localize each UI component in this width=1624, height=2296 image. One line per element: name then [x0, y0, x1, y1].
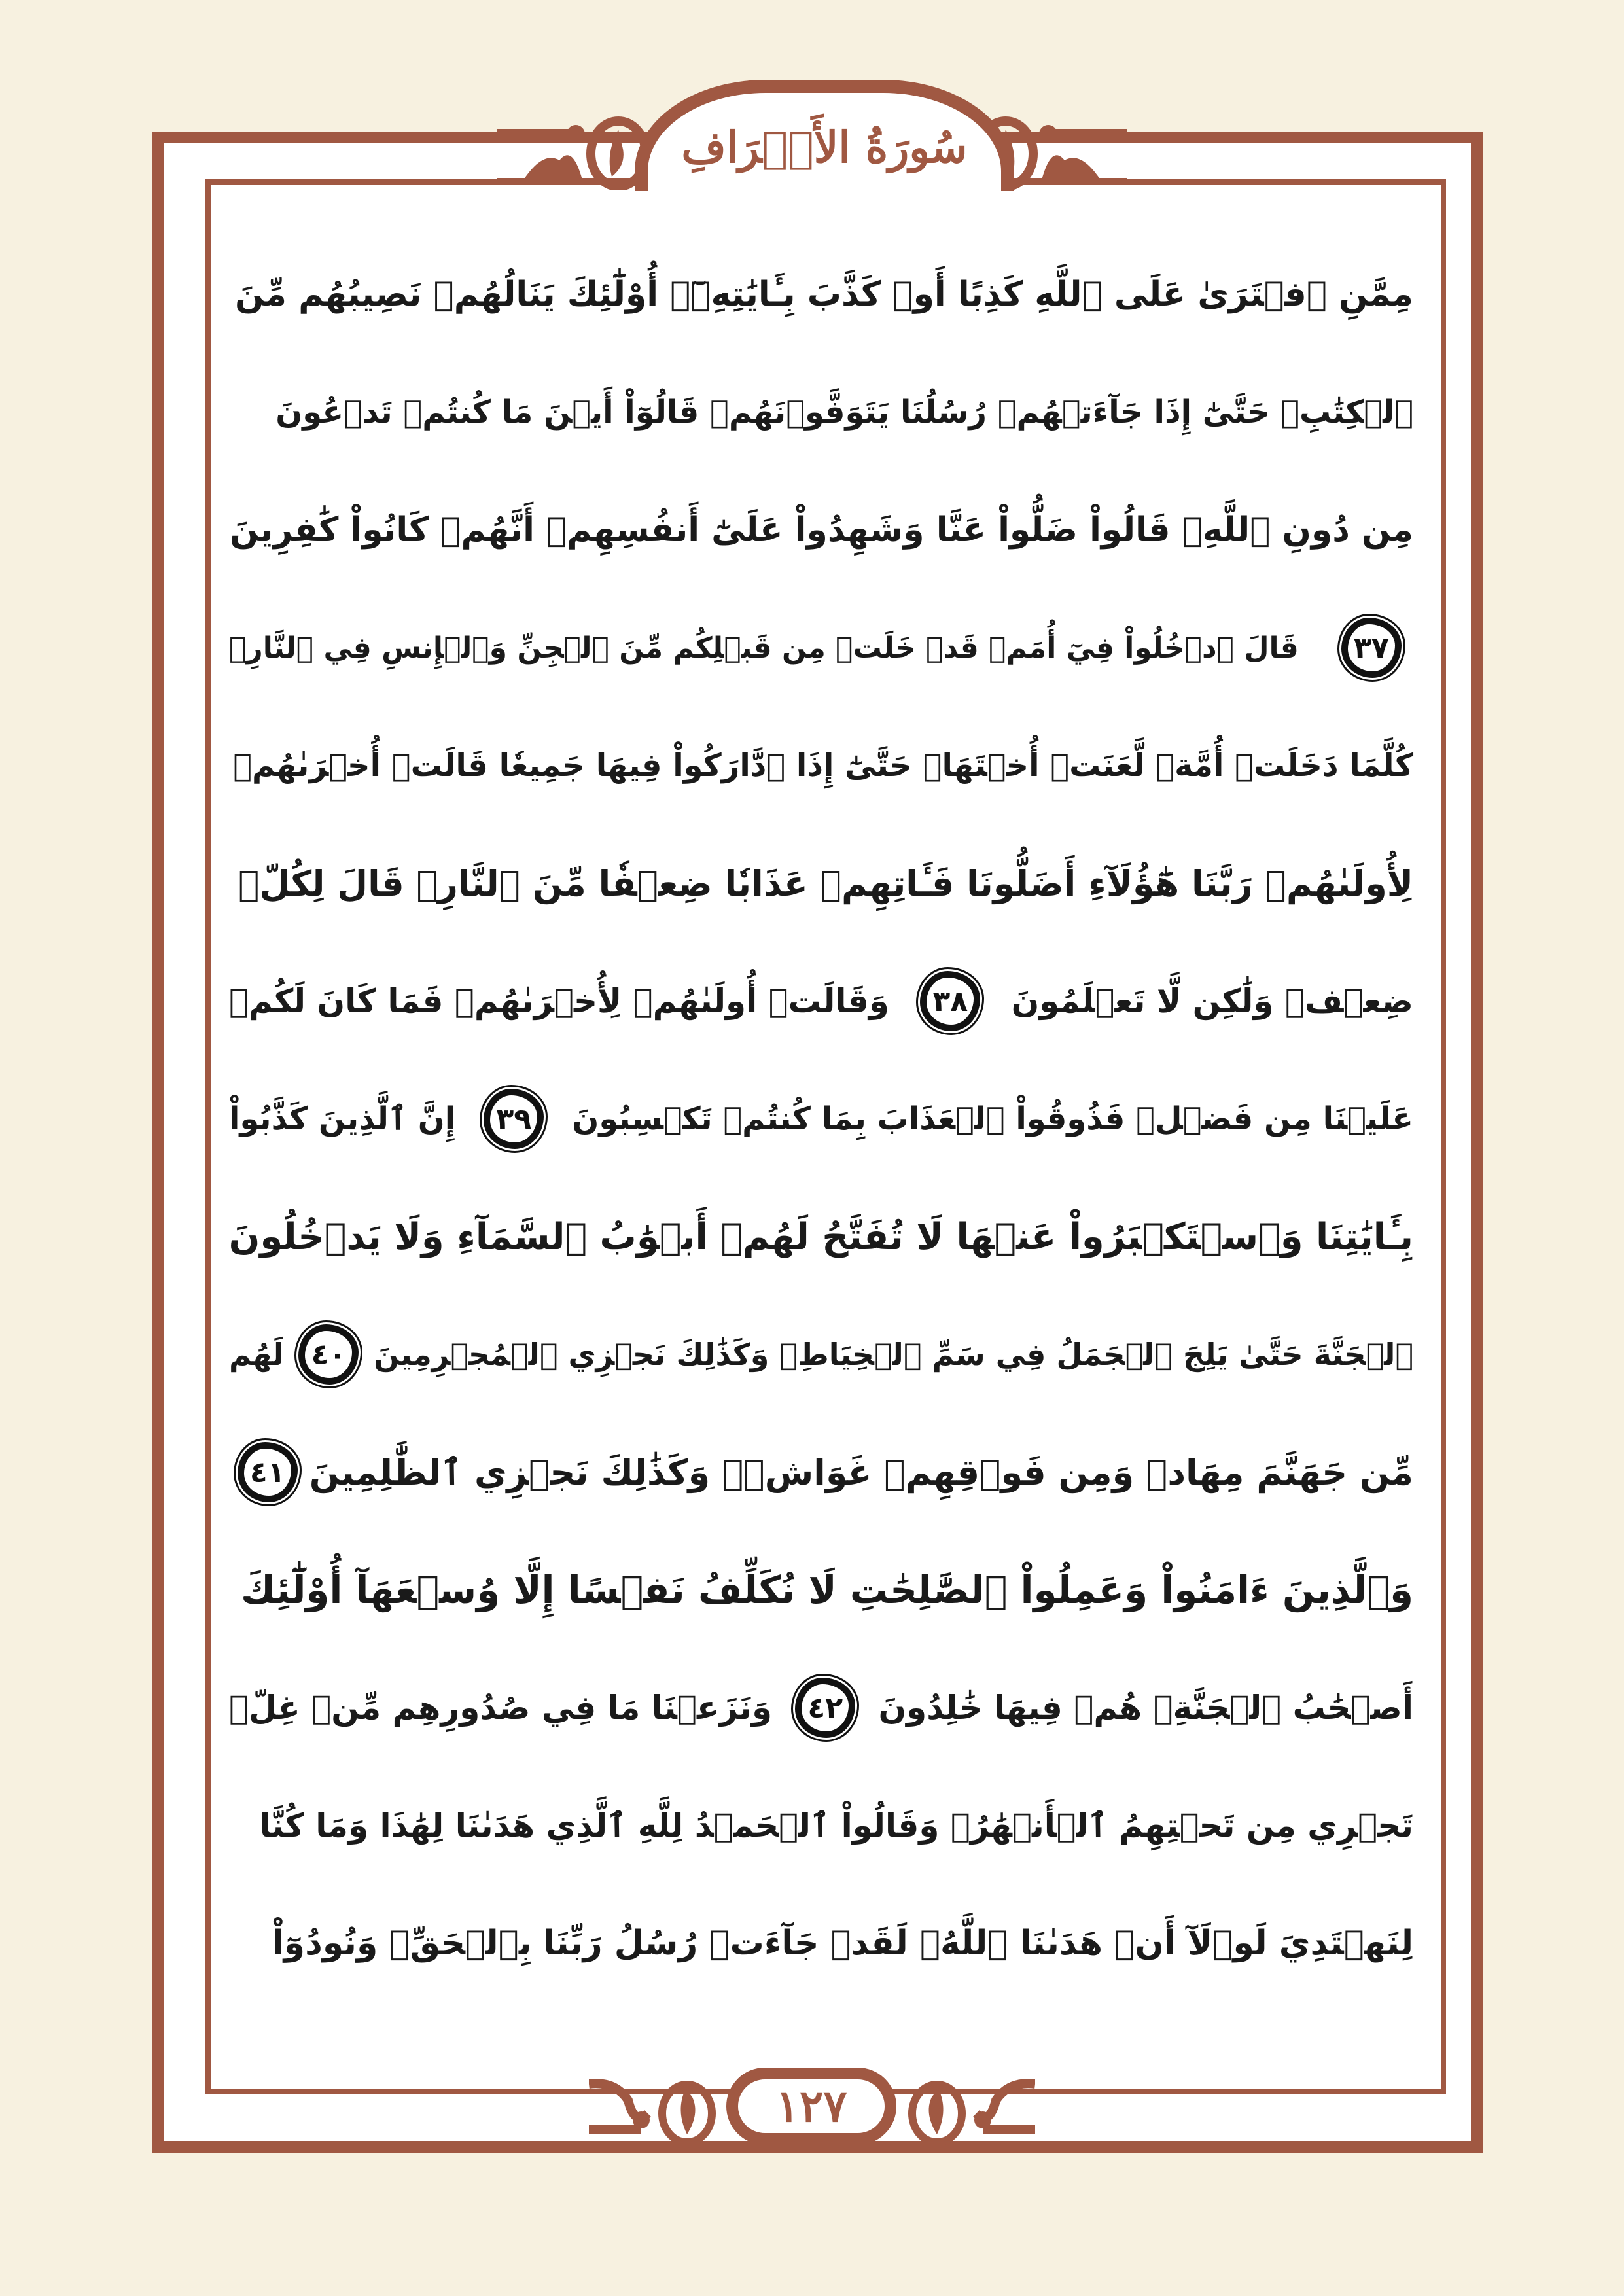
- verse-text: لِنَهۡتَدِيَ لَوۡلَآ أَنۡ هَدَىٰنَا ٱللَّهُۖ لَقَدۡ جَآءَتۡ رُسُلُ رَبِّنَا بِٱلۡحَقِّۖ وَنُودُوٓاْ: [272, 1924, 1413, 1963]
- verse-text: مِمَّنِ ٱفۡتَرَىٰ عَلَى ٱللَّهِ كَذِبًا أَوۡ كَذَّبَ بِـَٔايَٰتِهِۦٓۚ أُوْلَٰٓئِكَ يَنَالُهُمۡ نَصِيبُهُم مِّنَ: [234, 275, 1413, 314]
- surah-title-cartouche: [635, 80, 1014, 191]
- verse-text: ٱلۡجَنَّةَ حَتَّىٰ يَلِجَ ٱلۡجَمَلُ فِي سَمِّ ٱلۡخِيَاطِۚ وَكَذَٰلِكَ نَجۡزِي ٱلۡمُجۡرِمِينَ: [374, 1337, 1413, 1372]
- text-line: [229, 1884, 1413, 2002]
- text-line: [229, 589, 1413, 707]
- text-line: [229, 1413, 1413, 1531]
- surah-title: سُورَةُ الأَعۡرَافِ: [681, 122, 968, 173]
- verse-text: وَقَالَتۡ أُولَىٰهُمۡ لِأُخۡرَىٰهُمۡ فَمَا كَانَ لَكُمۡ: [229, 982, 889, 1020]
- text-line: [229, 1060, 1413, 1178]
- verse-text: إِنَّ ٱلَّذِينَ كَذَّبُواْ: [229, 1101, 456, 1137]
- text-line: [229, 942, 1413, 1060]
- ayah-number-marker: ٣٩: [484, 1089, 544, 1149]
- text-line: [229, 1767, 1413, 1884]
- quran-text-block: [229, 196, 1413, 2074]
- text-line: [229, 1178, 1413, 1296]
- text-line: [229, 471, 1413, 589]
- verse-text: قَالَ ٱدۡخُلُواْ فِيٓ أُمَمٖ قَدۡ خَلَتۡ مِن قَبۡلِكُم مِّنَ ٱلۡجِنِّ وَٱلۡإِنسِ فِي ٱلنَّارِۖ: [229, 631, 1299, 665]
- footer-ornament-left-icon: [589, 2074, 733, 2146]
- verse-text: بِـَٔايَٰتِنَا وَٱسۡتَكۡبَرُواْ عَنۡهَا لَا تُفَتَّحُ لَهُمۡ أَبۡوَٰبُ ٱلسَّمَآءِ وَلَا يَدۡخُلُونَ: [228, 1215, 1413, 1258]
- page-number-cartouche: [726, 2068, 896, 2145]
- verse-text: أَصۡحَٰبُ ٱلۡجَنَّةِۖ هُمۡ فِيهَا خَٰلِدُونَ: [878, 1689, 1413, 1727]
- page-number: ١٢٧: [775, 2080, 847, 2132]
- ayah-number-marker: ٤٢: [795, 1678, 855, 1738]
- verse-text: مِن دُونِ ٱللَّهِۖ قَالُواْ ضَلُّواْ عَنَّا وَشَهِدُواْ عَلَىٰٓ أَنفُسِهِمۡ أَنَّهُمۡ كَانُواْ كَٰفِرِينَ: [230, 510, 1413, 550]
- text-line: [229, 824, 1413, 942]
- text-line: [229, 707, 1413, 824]
- verse-text: وَٱلَّذِينَ ءَامَنُواْ وَعَمِلُواْ ٱلصَّٰلِحَٰتِ لَا نُكَلِّفُ نَفۡسًا إِلَّا وُسۡعَهَآ أُوْلَٰٓئِكَ: [240, 1568, 1413, 1612]
- verse-text: كُلَّمَا دَخَلَتۡ أُمَّةٞ لَّعَنَتۡ أُخۡتَهَاۖ حَتَّىٰٓ إِذَا ٱدَّارَكُواْ فِيهَا جَمِيعٗا قَالَتۡ أُخۡرَىٰهُمۡ: [233, 747, 1413, 784]
- ayah-number-marker: ٤١: [238, 1442, 298, 1502]
- verse-text: لَهُم: [229, 1337, 284, 1372]
- ayah-number-marker: ٣٧: [1341, 618, 1402, 678]
- verse-text: عَلَيۡنَا مِن فَضۡلٖ فَذُوقُواْ ٱلۡعَذَابَ بِمَا كُنتُمۡ تَكۡسِبُونَ: [572, 1101, 1413, 1137]
- footer-ornament-right-icon: [891, 2074, 1035, 2146]
- text-line: [229, 353, 1413, 471]
- verse-text: وَنَزَعۡنَا مَا فِي صُدُورِهِم مِّنۡ غِلّٖ: [229, 1689, 773, 1727]
- verse-text: ضِعۡفٞ وَلَٰكِن لَّا تَعۡلَمُونَ: [1011, 982, 1413, 1020]
- verse-text: مِّن جَهَنَّمَ مِهَادٞ وَمِن فَوۡقِهِمۡ غَوَاشٖۚ وَكَذَٰلِكَ نَجۡزِي ٱلظَّٰلِمِينَ: [309, 1451, 1413, 1493]
- verse-text: ٱلۡكِتَٰبِۖ حَتَّىٰٓ إِذَا جَآءَتۡهُمۡ رُسُلُنَا يَتَوَفَّوۡنَهُمۡ قَالُوٓاْ أَيۡنَ مَا كُنتُمۡ تَدۡعُونَ: [275, 394, 1413, 431]
- verse-text: لِأُولَىٰهُمۡ رَبَّنَا هَٰٓؤُلَآءِ أَضَلُّونَا فَـَٔاتِهِمۡ عَذَابٗا ضِعۡفٗا مِّنَ ٱلنَّارِۖ قَالَ لِكُلّٖ: [238, 862, 1413, 904]
- header-ornament-left-icon: [497, 105, 654, 190]
- ayah-number-marker: ٣٨: [920, 971, 980, 1031]
- verse-text: تَجۡرِي مِن تَحۡتِهِمُ ٱلۡأَنۡهَٰرُۖ وَقَالُواْ ٱلۡحَمۡدُ لِلَّهِ ٱلَّذِي هَدَىٰنَا لِهَٰذَا وَمَا كُنَّا: [259, 1807, 1413, 1845]
- text-line: [229, 236, 1413, 353]
- text-line: [229, 1649, 1413, 1767]
- text-line: [229, 1296, 1413, 1413]
- ayah-number-marker: ٤٠: [298, 1324, 359, 1385]
- text-line: [229, 1531, 1413, 1649]
